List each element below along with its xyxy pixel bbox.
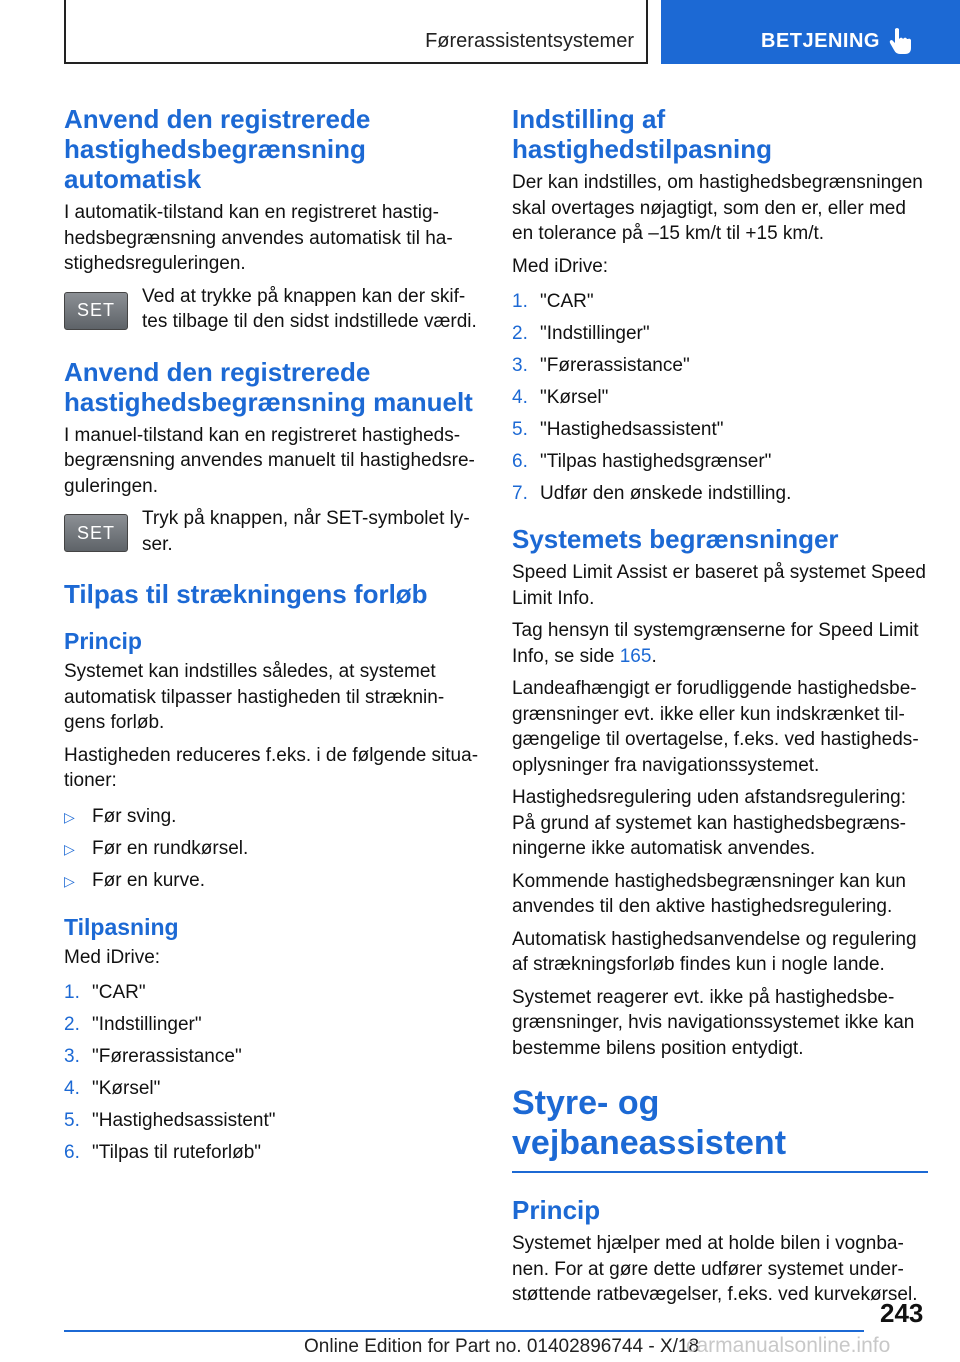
heading-manual: Anvend den registrerede hastighedsbegrænsning manuelt xyxy=(64,356,473,417)
set-button-icon: SET xyxy=(64,514,128,552)
list-item: ▷ Før en kurve. xyxy=(64,865,478,897)
footer-edition: Online Edition for Part no. 01402896744 - X/18 xyxy=(304,1336,700,1357)
triangle-bullet-icon: ▷ xyxy=(64,808,75,825)
left-column xyxy=(64,104,478,1177)
list-item: 7. Udfør den ønskede indstilling. xyxy=(512,483,792,504)
watermark: carmanualsonline.info xyxy=(686,1334,891,1357)
list-item: 6. "Tilpas hastighedsgrænser" xyxy=(512,451,772,472)
paragraph-princip: Systemet kan indstilles således, at systemet automatisk tilpasser hastigheden til strækningens forløb. xyxy=(64,661,445,733)
set-auto-text: Ved at trykke på knappen kan der skiftes tilbage til den sidst indstillede værdi. xyxy=(142,285,477,332)
paragraph-reduce: Hastigheden reduceres f.eks. i de følgende situationer: xyxy=(64,744,479,791)
pointing-hand-icon xyxy=(886,26,916,56)
heading-indstilling: Indstilling af hastighedstilpasning xyxy=(512,104,773,164)
paragraph-2: Tag hensyn til systemgrænserne for Speed Limit Info, se side 165. xyxy=(512,620,919,667)
step-list-left xyxy=(64,977,478,1169)
paragraph-auto: I automatik-tilstand kan en registreret hastighedsbegrænsning anvendes automatisk til hastighedsreguleringen. xyxy=(64,202,453,274)
heading-auto: Anvend den registrerede hastighedsbegrænsning automatisk xyxy=(64,104,371,194)
list-item: 4. "Kørsel" xyxy=(64,1078,161,1099)
set-manual-text: Tryk på knappen, når SET-symbolet lyser. xyxy=(142,508,470,555)
list-item: 3. "Førerassistance" xyxy=(512,355,690,376)
paragraph-princip-right: Systemet hjælper med at holde bilen i vognbanen. For at gøre dette udfører systemet understøttende ratbevægelser, f.eks. ved kurvekørsel. xyxy=(512,1233,918,1305)
list-item: 6. "Tilpas til ruteforløb" xyxy=(64,1142,262,1163)
paragraph-6: Automatisk hastighedsanvendelse og regulering af strækningsforløb findes kun i nogle lande. xyxy=(512,928,917,975)
set-button-icon: SET xyxy=(64,292,128,330)
list-item: 1. "CAR" xyxy=(64,982,146,1003)
list-item: ▷ Før en rundkørsel. xyxy=(64,833,478,865)
paragraph-idrive: Med iDrive: xyxy=(512,255,609,277)
list-item: ▷ Før sving. xyxy=(64,801,478,833)
heading-styre: Styre- og vejbaneassistent xyxy=(512,1083,928,1173)
page-link[interactable]: 165 xyxy=(619,645,652,667)
triangle-bullet-icon: ▷ xyxy=(64,840,75,857)
paragraph-1: Speed Limit Assist er baseret på systemet Speed Limit Info. xyxy=(512,562,926,609)
heading-tilpas: Tilpas til strækningens forløb xyxy=(64,579,428,609)
footer-divider xyxy=(64,1330,864,1332)
header-section-box xyxy=(64,0,648,64)
paragraph-7: Systemet reagerer evt. ikke på hastighedsbegrænsninger, hvis navigationssystemet ikke kan bestemme bilens position entydigt. xyxy=(512,986,915,1059)
header-chapter-title: BETJENING xyxy=(761,30,880,52)
list-item: 2. "Indstillinger" xyxy=(512,323,650,344)
list-item: 1. "CAR" xyxy=(512,291,594,312)
list-item: 5. "Hastighedsassistent" xyxy=(512,419,724,440)
set-manual-row xyxy=(64,506,478,557)
paragraph-manual: I manuel-tilstand kan en registreret hastighedsbegrænsning anvendes manuelt til hastighedsreguleringen. xyxy=(64,424,475,497)
step-list-right xyxy=(512,286,928,510)
paragraph-4: Hastighedsregulering uden afstandsregulering: På grund af systemet kan hastighedsbegrænsningerne ikke automatisk anvendes. xyxy=(512,787,906,859)
heading-begraensninger: Systemets begrænsninger xyxy=(512,524,839,554)
heading-tilpasning: Tilpasning xyxy=(64,913,179,940)
page-number: 243 xyxy=(880,1298,924,1328)
heading-princip-right: Princip xyxy=(512,1195,601,1225)
right-column xyxy=(512,104,928,1315)
list-item: 3. "Førerassistance" xyxy=(64,1046,242,1067)
list-item: 5. "Hastighedsassistent" xyxy=(64,1110,276,1131)
paragraph-indstilling: Der kan indstilles, om hastighedsbegrænsningen skal overtages nøjagtigt, som den er, eller med en tolerance på –15 km/t til +15 km/t. xyxy=(512,172,923,244)
paragraph-idrive: Med iDrive: xyxy=(64,946,161,968)
set-auto-row xyxy=(64,284,478,335)
triangle-bullet-icon: ▷ xyxy=(64,872,75,889)
header-section-title: Førerassistentsystemer xyxy=(425,30,634,52)
list-item: 4. "Kørsel" xyxy=(512,387,609,408)
paragraph-5: Kommende hastighedsbegrænsninger kan kun anvendes til den aktive hastighedsregulering. xyxy=(512,870,906,917)
heading-princip: Princip xyxy=(64,628,142,654)
situation-list xyxy=(64,801,478,897)
header-chapter-tab[interactable] xyxy=(661,0,960,64)
list-item: 2. "Indstillinger" xyxy=(64,1014,202,1035)
paragraph-3: Landeafhængigt er forudliggende hastighedsbegrænsninger evt. ikke eller kun indskrænket tilgængelige til overtagelse, f.eks. ved hastighedsoplysninger fra navigationssystemet. xyxy=(512,678,919,776)
